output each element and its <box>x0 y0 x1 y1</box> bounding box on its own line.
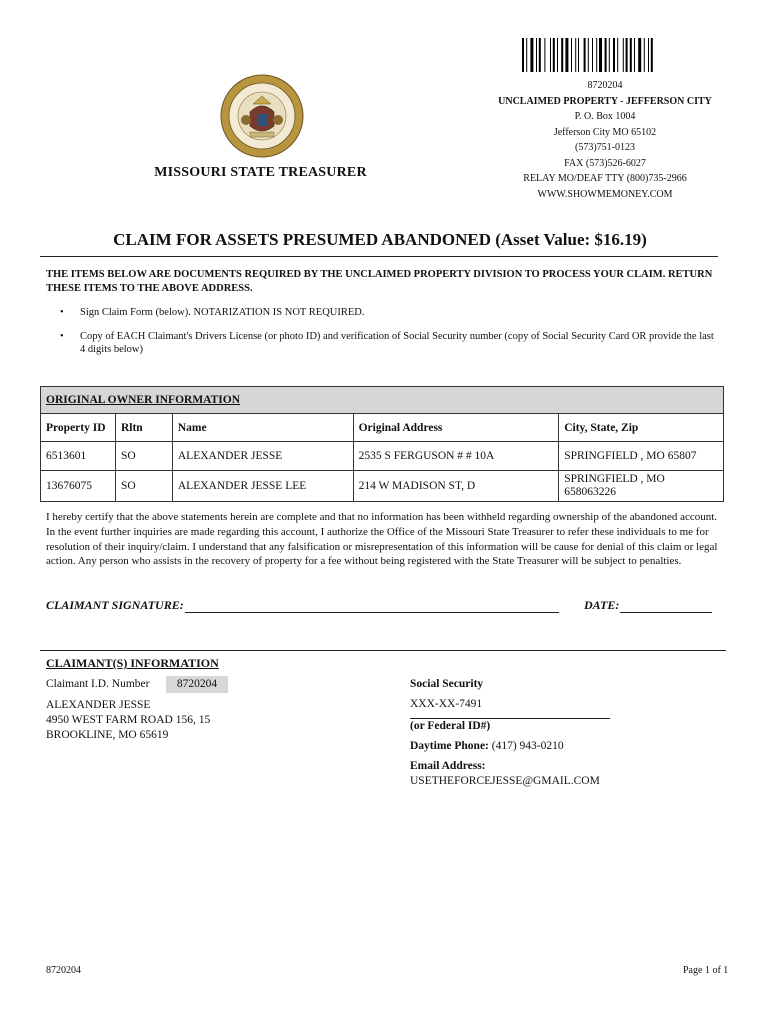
list-item: • Copy of EACH Claimant's Drivers License (or photo ID) and verification of Social Security number (copy of Social Security Card OR provide the last 4 digits below) <box>46 330 716 357</box>
barcode-number: 8720204 <box>587 80 623 91</box>
daytime-phone <box>410 740 564 752</box>
section-divider <box>40 650 726 651</box>
column-header: City, State, Zip <box>559 414 724 442</box>
barcode <box>522 38 694 72</box>
social-security-line <box>410 718 610 719</box>
property-id-cell: 13676075 <box>41 471 116 502</box>
column-header: Name <box>172 414 353 442</box>
agency-name: MISSOURI STATE TREASURER <box>154 165 367 180</box>
social-security-label: Social Security <box>410 678 484 690</box>
claimant-street: 4950 WEST FARM ROAD 156, 15 <box>46 713 211 726</box>
date-field[interactable] <box>584 598 712 613</box>
original-owner-table <box>40 386 724 502</box>
claimant-id-value: 8720204 <box>166 676 228 693</box>
footer-doc-id: 8720204 <box>46 965 81 976</box>
table-row <box>41 442 724 471</box>
table-row <box>41 471 724 502</box>
relation-cell: SO <box>115 471 172 502</box>
address-cell: 214 W MADISON ST, D <box>353 471 559 502</box>
claimant-section-title: CLAIMANT(S) INFORMATION <box>46 656 219 670</box>
signature-line[interactable] <box>185 600 559 613</box>
owner-section-title: ORIGINAL OWNER INFORMATION <box>41 387 724 414</box>
office-relay: RELAY MO/DEAF TTY (800)735-2966 <box>523 173 687 184</box>
office-contact-block <box>490 78 720 202</box>
name-cell: ALEXANDER JESSE <box>172 442 353 471</box>
city-state-zip-cell: SPRINGFIELD , MO 658063226 <box>559 471 724 502</box>
social-security-value: XXX-XX-7491 <box>410 698 483 710</box>
po-box: P. O. Box 1004 <box>574 111 636 122</box>
certification-statement: I hereby certify that the above statements herein are complete and that no information has been withheld regarding ownership of the abandoned account. In the event further inquiries are made regarding this account, I authorize the Office of the Missouri State Treasurer to refer these individuals to me for resolution of their inquiry/claim. I understand that any falsification or misrepresentation of this information will be cause for denial of this claim or legal action. Any person who assists in the recovery of property for a fee without being registered with the State Treasurer will be subject to penalties. <box>46 511 718 568</box>
email-label: Email Address: <box>410 760 486 772</box>
phone-value: (417) 943-0210 <box>491 740 564 752</box>
date-line[interactable] <box>620 600 712 613</box>
state-seal-icon <box>220 74 304 158</box>
column-header: Property ID <box>41 414 116 442</box>
claimant-signature-field[interactable] <box>46 598 559 613</box>
claimant-name: ALEXANDER JESSE <box>46 699 151 711</box>
column-header: Original Address <box>353 414 559 442</box>
federal-id-label: (or Federal ID#) <box>410 720 491 732</box>
property-id-cell: 6513601 <box>41 442 116 471</box>
email-value: USETHEFORCEJESSE@GMAIL.COM <box>410 775 600 787</box>
office-phone: (573)751-0123 <box>575 142 635 153</box>
required-items-list <box>46 306 716 367</box>
title-divider <box>40 256 718 257</box>
name-cell: ALEXANDER JESSE LEE <box>172 471 353 502</box>
office-fax: FAX (573)526-6027 <box>564 157 646 169</box>
office-name: UNCLAIMED PROPERTY - JEFFERSON CITY <box>498 95 712 107</box>
city-state-zip-cell: SPRINGFIELD , MO 65807 <box>559 442 724 471</box>
claimant-address <box>46 698 210 742</box>
page-number: Page 1 of 1 <box>683 965 729 976</box>
list-item: • Sign Claim Form (below). NOTARIZATION IS NOT REQUIRED. <box>46 306 716 320</box>
required-items-notice: THE ITEMS BELOW ARE DOCUMENTS REQUIRED BY THE UNCLAIMED PROPERTY DIVISION TO PROCESS YOUR CLAIM. RETURN THESE ITEMS TO THE ABOVE ADDRESS. <box>46 269 713 294</box>
signature-label: CLAIMANT SIGNATURE: <box>46 598 184 612</box>
column-header: Rltn <box>115 414 172 442</box>
form-title: CLAIM FOR ASSETS PRESUMED ABANDONED (Asset Value: $16.19) <box>113 230 647 249</box>
date-label: DATE: <box>584 598 620 612</box>
office-website: WWW.SHOWMEMONEY.COM <box>537 188 673 200</box>
phone-label: Daytime Phone: <box>410 740 489 752</box>
office-city: Jefferson City MO 65102 <box>553 126 657 138</box>
claimant-id-label: Claimant I.D. Number <box>46 678 150 690</box>
claimant-city: BROOKLINE, MO 65619 <box>46 728 169 741</box>
relation-cell: SO <box>115 442 172 471</box>
address-cell: 2535 S FERGUSON # # 10A <box>353 442 559 471</box>
table-header-row <box>41 414 724 442</box>
